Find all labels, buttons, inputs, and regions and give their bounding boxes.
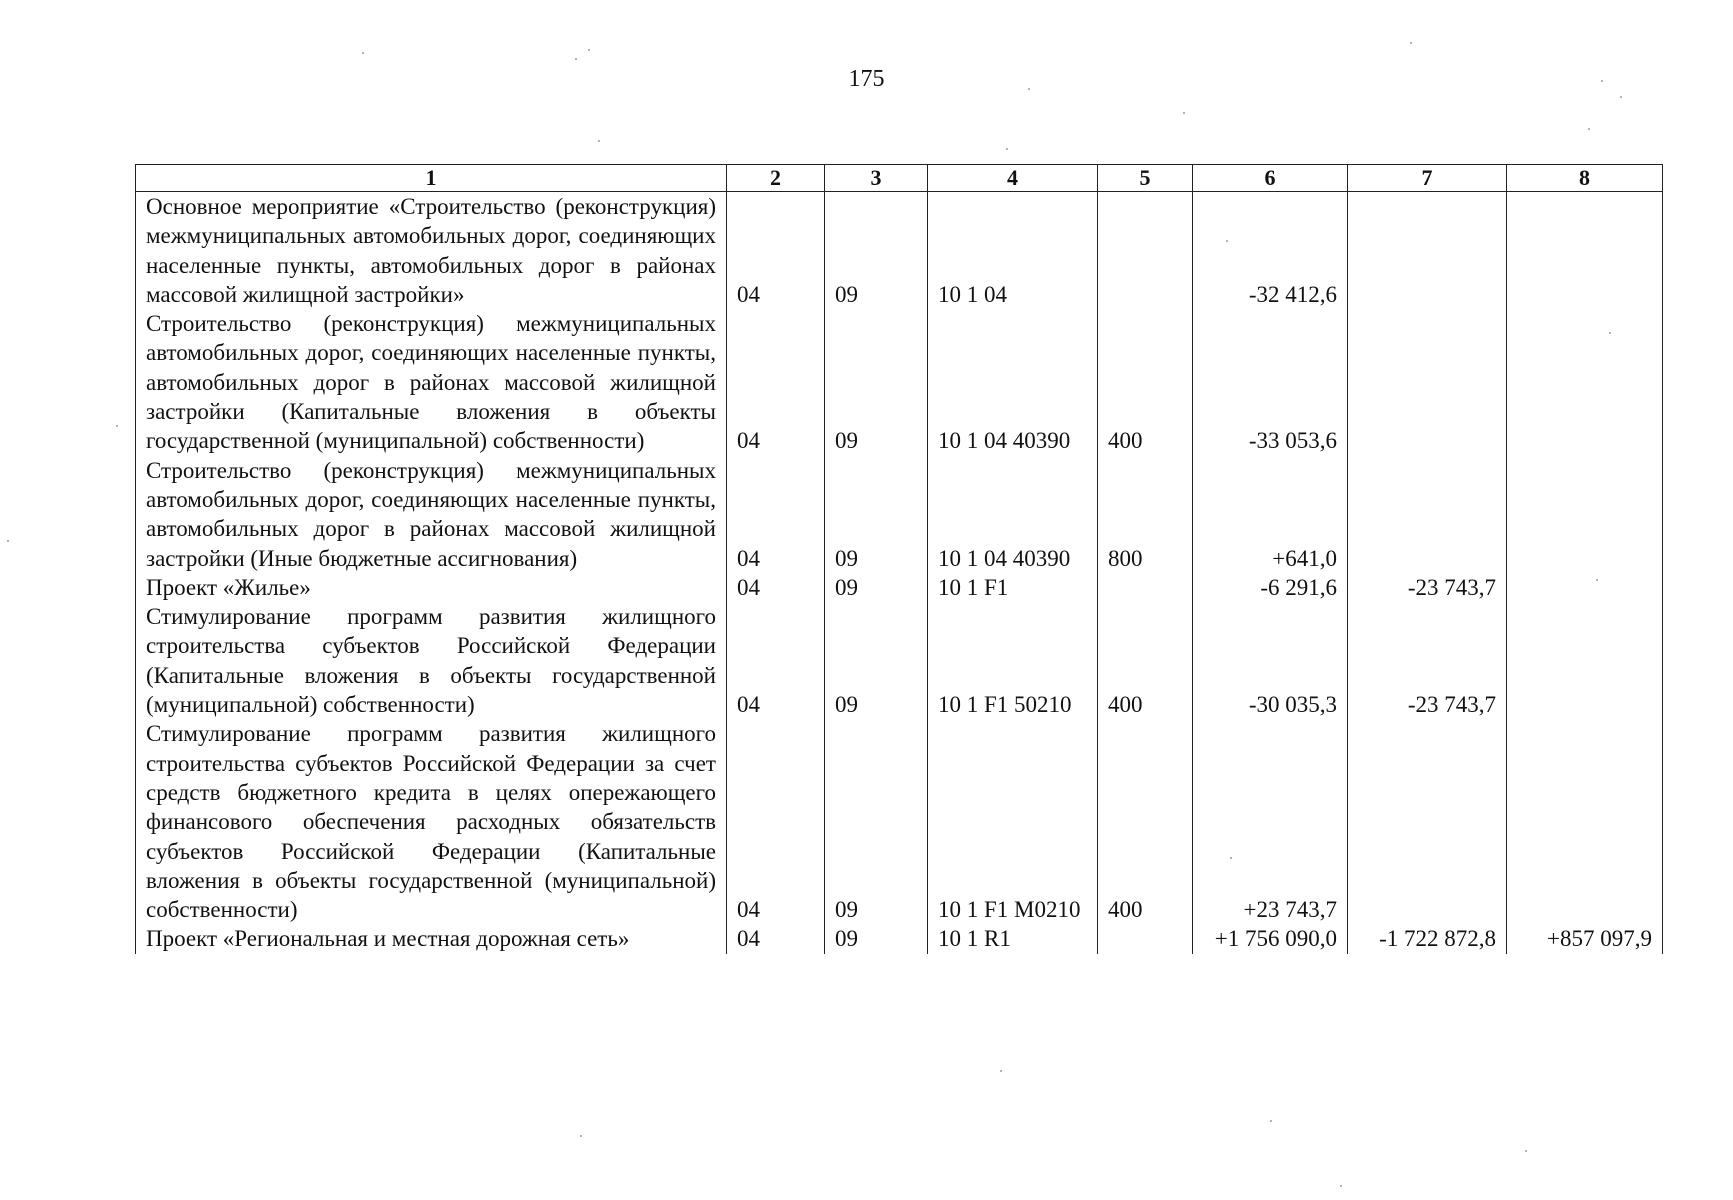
table-row bbox=[136, 719, 1663, 924]
expense-name: Основное мероприятие «Строительство (реконструкция) межмуниципальных автомобильных дорог, соединяющих населенные пункты, автомобильных дорог в районах массовой жилищной застройки» bbox=[136, 192, 727, 310]
expense-type-code: 400 bbox=[1098, 309, 1193, 455]
table-row bbox=[136, 456, 1663, 573]
amount-col-8 bbox=[1507, 602, 1663, 719]
expense-name: Стимулирование программ развития жилищного строительства субъектов Российской Федерации за счет средств бюджетного кредита в целях опережающего финансового обеспечения расходных обязательств субъектов Российской Федерации (Капитальные вложения в объекты государственной (муниципальной) собственности) bbox=[136, 719, 727, 924]
subsection-code: 09 bbox=[825, 602, 928, 719]
amount-col-7: -1 722 872,8 bbox=[1348, 924, 1507, 953]
target-article-code: 10 1 F1 bbox=[928, 573, 1098, 602]
amount-col-8 bbox=[1507, 456, 1663, 573]
section-code: 04 bbox=[727, 924, 825, 953]
target-article-code: 10 1 04 40390 bbox=[928, 456, 1098, 573]
amount-col-8 bbox=[1507, 192, 1663, 310]
expense-name: Стимулирование программ развития жилищного строительства субъектов Российской Федерации (Капитальные вложения в объекты государственной (муниципальной) собственности) bbox=[136, 602, 727, 719]
target-article-code: 10 1 04 bbox=[928, 192, 1098, 310]
amount-col-7 bbox=[1348, 456, 1507, 573]
amount-col-8 bbox=[1507, 719, 1663, 924]
subsection-code: 09 bbox=[825, 192, 928, 310]
section-code: 04 bbox=[727, 573, 825, 602]
header-row bbox=[136, 165, 1663, 192]
amount-col-8: +857 097,9 bbox=[1507, 924, 1663, 953]
subsection-code: 09 bbox=[825, 309, 928, 455]
section-code: 04 bbox=[727, 456, 825, 573]
expense-name: Строительство (реконструкция) межмуниципальных автомобильных дорог, соединяющих населенные пункты, автомобильных дорог в районах массовой жилищной застройки (Иные бюджетные ассигнования) bbox=[136, 456, 727, 573]
section-code: 04 bbox=[727, 192, 825, 310]
amount-col-7 bbox=[1348, 309, 1507, 455]
budget-table bbox=[135, 164, 1663, 954]
subsection-code: 09 bbox=[825, 719, 928, 924]
expense-name: Проект «Региональная и местная дорожная сеть» bbox=[136, 924, 727, 953]
target-article-code: 10 1 04 40390 bbox=[928, 309, 1098, 455]
target-article-code: 10 1 F1 M0210 bbox=[928, 719, 1098, 924]
target-article-code: 10 1 F1 50210 bbox=[928, 602, 1098, 719]
amount-col-6: -33 053,6 bbox=[1193, 309, 1348, 455]
page-number: 175 bbox=[848, 66, 885, 92]
expense-name: Проект «Жилье» bbox=[136, 573, 727, 602]
amount-col-7 bbox=[1348, 719, 1507, 924]
amount-col-6: +1 756 090,0 bbox=[1193, 924, 1348, 953]
table-row bbox=[136, 192, 1663, 310]
expense-type-code bbox=[1098, 573, 1193, 602]
amount-col-6: -6 291,6 bbox=[1193, 573, 1348, 602]
amount-col-8 bbox=[1507, 309, 1663, 455]
column-header: 6 bbox=[1193, 165, 1348, 192]
column-header: 8 bbox=[1507, 165, 1663, 192]
amount-col-6: +23 743,7 bbox=[1193, 719, 1348, 924]
table-row bbox=[136, 924, 1663, 953]
table-row bbox=[136, 602, 1663, 719]
column-header: 7 bbox=[1348, 165, 1507, 192]
amount-col-7: -23 743,7 bbox=[1348, 602, 1507, 719]
column-header: 3 bbox=[825, 165, 928, 192]
expense-name: Строительство (реконструкция) межмуниципальных автомобильных дорог, соединяющих населенные пункты, автомобильных дорог в районах массовой жилищной застройки (Капитальные вложения в объекты государственной (муниципальной) собственности) bbox=[136, 309, 727, 455]
column-header: 1 bbox=[136, 165, 727, 192]
section-code: 04 bbox=[727, 719, 825, 924]
expense-type-code bbox=[1098, 192, 1193, 310]
amount-col-7: -23 743,7 bbox=[1348, 573, 1507, 602]
section-code: 04 bbox=[727, 309, 825, 455]
amount-col-6: -30 035,3 bbox=[1193, 602, 1348, 719]
target-article-code: 10 1 R1 bbox=[928, 924, 1098, 953]
column-header: 2 bbox=[727, 165, 825, 192]
amount-col-6: -32 412,6 bbox=[1193, 192, 1348, 310]
expense-type-code: 400 bbox=[1098, 719, 1193, 924]
subsection-code: 09 bbox=[825, 573, 928, 602]
table-row bbox=[136, 309, 1663, 455]
amount-col-6: +641,0 bbox=[1193, 456, 1348, 573]
amount-col-7 bbox=[1348, 192, 1507, 310]
column-header: 4 bbox=[928, 165, 1098, 192]
expense-type-code: 800 bbox=[1098, 456, 1193, 573]
table-row bbox=[136, 573, 1663, 602]
subsection-code: 09 bbox=[825, 924, 928, 953]
section-code: 04 bbox=[727, 602, 825, 719]
expense-type-code bbox=[1098, 924, 1193, 953]
amount-col-8 bbox=[1507, 573, 1663, 602]
column-header: 5 bbox=[1098, 165, 1193, 192]
expense-type-code: 400 bbox=[1098, 602, 1193, 719]
subsection-code: 09 bbox=[825, 456, 928, 573]
